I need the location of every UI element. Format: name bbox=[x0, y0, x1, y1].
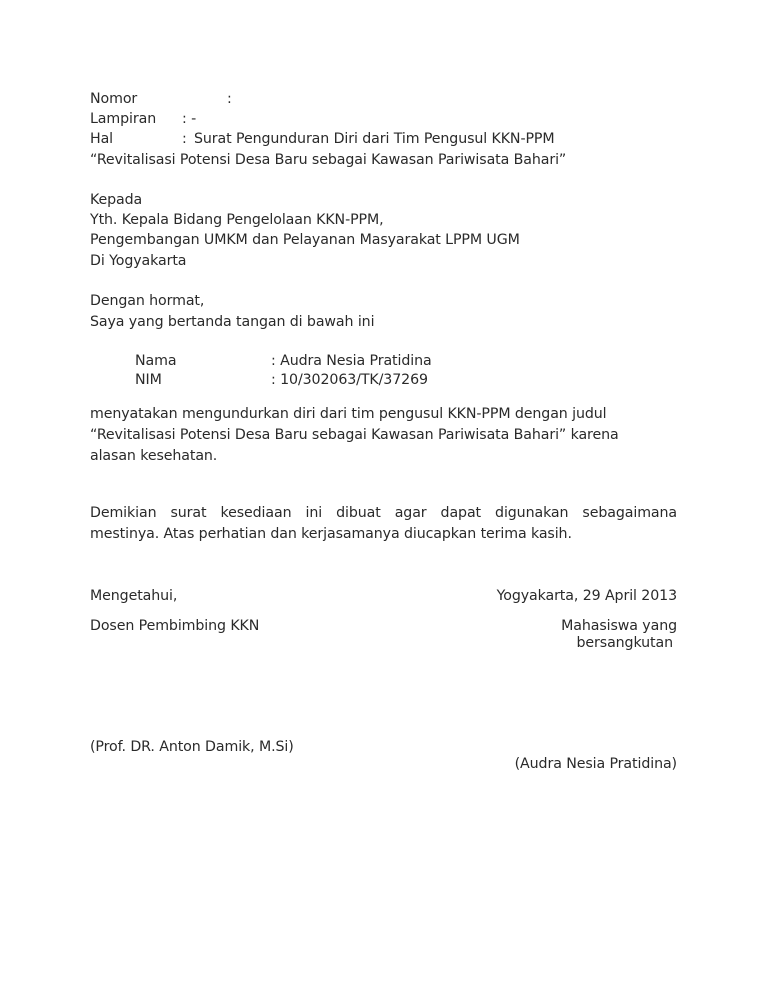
nomor-separator: : bbox=[227, 91, 232, 107]
nim-label: NIM bbox=[135, 372, 162, 388]
recipient-kepada: Kepada bbox=[90, 192, 143, 208]
nomor-field bbox=[90, 89, 232, 109]
recipient-line-1: Yth. Kepala Bidang Pengelolaan KKN-PPM, bbox=[90, 212, 384, 228]
closing-line-2: mestinya. Atas perhatian dan kerjasamanya diucapkan terima kasih. bbox=[90, 526, 572, 542]
identity-nama-row bbox=[135, 351, 432, 371]
lampiran-value: : - bbox=[182, 111, 197, 127]
salutation: Dengan hormat, bbox=[90, 293, 205, 309]
right-signer-role-line-2: bersangkutan bbox=[576, 635, 673, 651]
closing-line-1: Demikian surat kesediaan ini dibuat agar dapat digunakan sebagaimana bbox=[90, 505, 677, 521]
hal-value: Surat Pengunduran Diri dari Tim Pengusul KKN-PPM bbox=[194, 131, 555, 147]
nama-label: Nama bbox=[135, 353, 177, 369]
hal-field bbox=[90, 129, 555, 149]
place-date: Yogyakarta, 29 April 2013 bbox=[496, 588, 677, 604]
body-line-3: alasan kesehatan. bbox=[90, 448, 218, 464]
left-signer-role: Dosen Pembimbing KKN bbox=[90, 618, 260, 634]
left-signer-name: (Prof. DR. Anton Damik, M.Si) bbox=[90, 739, 294, 755]
hal-label: Hal bbox=[90, 131, 114, 147]
recipient-line-2: Pengembangan UMKM dan Pelayanan Masyarakat LPPM UGM bbox=[90, 232, 520, 248]
intro-text: Saya yang bertanda tangan di bawah ini bbox=[90, 314, 375, 330]
mengetahui-label: Mengetahui, bbox=[90, 588, 178, 604]
nim-value: : 10/302063/TK/37269 bbox=[271, 372, 428, 388]
nama-value: : Audra Nesia Pratidina bbox=[271, 353, 432, 369]
lampiran-label: Lampiran bbox=[90, 111, 157, 127]
nomor-label: Nomor bbox=[90, 91, 138, 107]
body-line-2: “Revitalisasi Potensi Desa Baru sebagai Kawasan Pariwisata Bahari” karena bbox=[90, 427, 619, 443]
lampiran-field bbox=[90, 109, 197, 129]
identity-nim-row bbox=[135, 370, 428, 390]
recipient-line-3: Di Yogyakarta bbox=[90, 253, 187, 269]
body-line-1: menyatakan mengundurkan diri dari tim pengusul KKN-PPM dengan judul bbox=[90, 406, 607, 422]
right-signer-name: (Audra Nesia Pratidina) bbox=[514, 756, 677, 772]
hal-separator: : bbox=[182, 131, 187, 147]
right-signer-role-line-1: Mahasiswa yang bbox=[561, 618, 677, 634]
hal-title-line: “Revitalisasi Potensi Desa Baru sebagai Kawasan Pariwisata Bahari” bbox=[90, 152, 567, 168]
